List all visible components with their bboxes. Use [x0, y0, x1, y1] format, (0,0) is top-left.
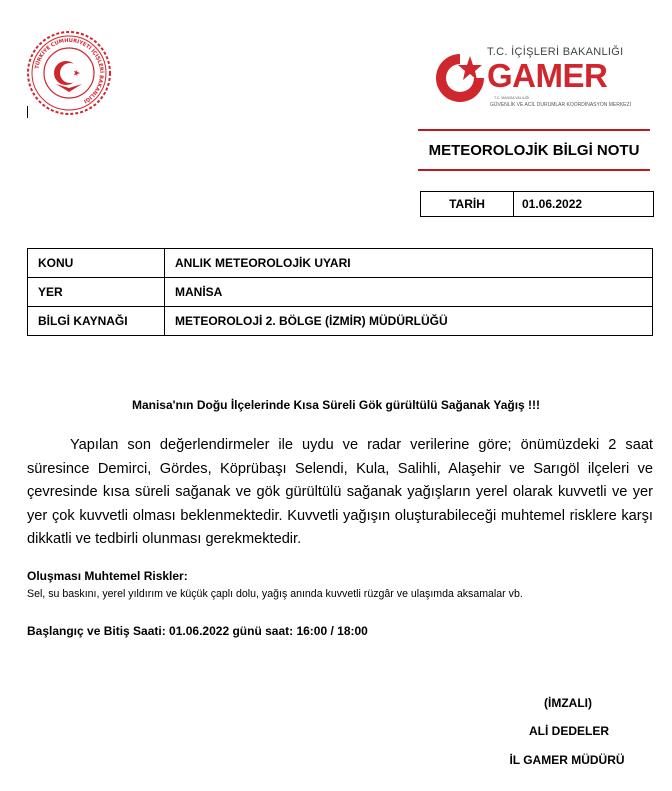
info-value: METEOROLOJİ 2. BÖLGE (İZMİR) MÜDÜRLÜĞÜ	[165, 307, 653, 336]
signed-note: (İMZALI)	[544, 696, 592, 710]
ministry-seal-logo	[26, 30, 112, 116]
svg-text:TÜRKİYE CUMHURİYETİ İÇİŞLERİ B: TÜRKİYE CUMHURİYETİ İÇİŞLERİ BAKANLIĞI	[34, 37, 105, 104]
signer-position: İL GAMER MÜDÜRÜ	[509, 753, 625, 767]
date-label: TARİH	[421, 192, 514, 217]
signer-name: ALİ DEDELER	[528, 724, 609, 738]
logo-ministry-text: T.C. İÇİŞLERİ BAKANLIĞI	[487, 46, 624, 58]
info-value: MANİSA	[165, 278, 653, 307]
body-paragraph: Yapılan son değerlendirmeler ile uydu ve radar verilerine göre; önümüzdeki 2 saat süresince Demirci, Gördes, Köprübaşı Selendi, Kula, Salihli, Alaşehir ve Sarıgöl ilçeleri ve çevresinde kısa süreli sağanak ve gök gürültülü sağanak yağışların yerel olarak kuvvetli ve yer yer çok kuvvetli olması beklenmektedir. Kuvvetli yağışın oluşturabileceği muhtemel risklere karşı dikkatli ve tedbirli olunması gerekmektedir.	[27, 437, 653, 547]
logo-name: GAMER	[487, 57, 608, 94]
info-table	[27, 248, 653, 336]
info-label: BİLGİ KAYNAĞI	[28, 307, 165, 336]
start-end-time: Başlangıç ve Bitiş Saati: 01.06.2022 günü saat: 16:00 / 18:00	[27, 624, 368, 638]
logo-subtitle-small: T.C. MANİSA VALİLİĞİ	[494, 96, 530, 100]
seal-emblem-icon	[26, 30, 112, 116]
info-label: YER	[28, 278, 165, 307]
logo-subtitle: GÜVENLİK VE ACİL DURUMLAR KOORDİNASYON MERKEZİ	[490, 102, 631, 108]
risks-title: Oluşması Muhtemel Riskler:	[27, 569, 188, 583]
gamer-star-icon	[430, 48, 490, 110]
info-row	[28, 307, 653, 336]
document-title: METEOROLOJİK BİLGİ NOTU	[418, 129, 650, 171]
info-value: ANLIK METEOROLOJİK UYARI	[165, 249, 653, 278]
date-value: 01.06.2022	[514, 192, 654, 217]
text-cursor	[27, 106, 28, 118]
risks-text: Sel, su baskını, yerel yıldırım ve küçük çaplı dolu, yağış anında kuvvetli rüzgâr ve ulaşımda aksamalar vb.	[27, 588, 523, 600]
warning-headline: Manisa'nın Doğu İlçelerinde Kısa Süreli Gök gürültülü Sağanak Yağış !!!	[131, 398, 541, 412]
date-table	[420, 191, 654, 217]
info-row	[28, 278, 653, 307]
info-row	[28, 249, 653, 278]
info-label: KONU	[28, 249, 165, 278]
